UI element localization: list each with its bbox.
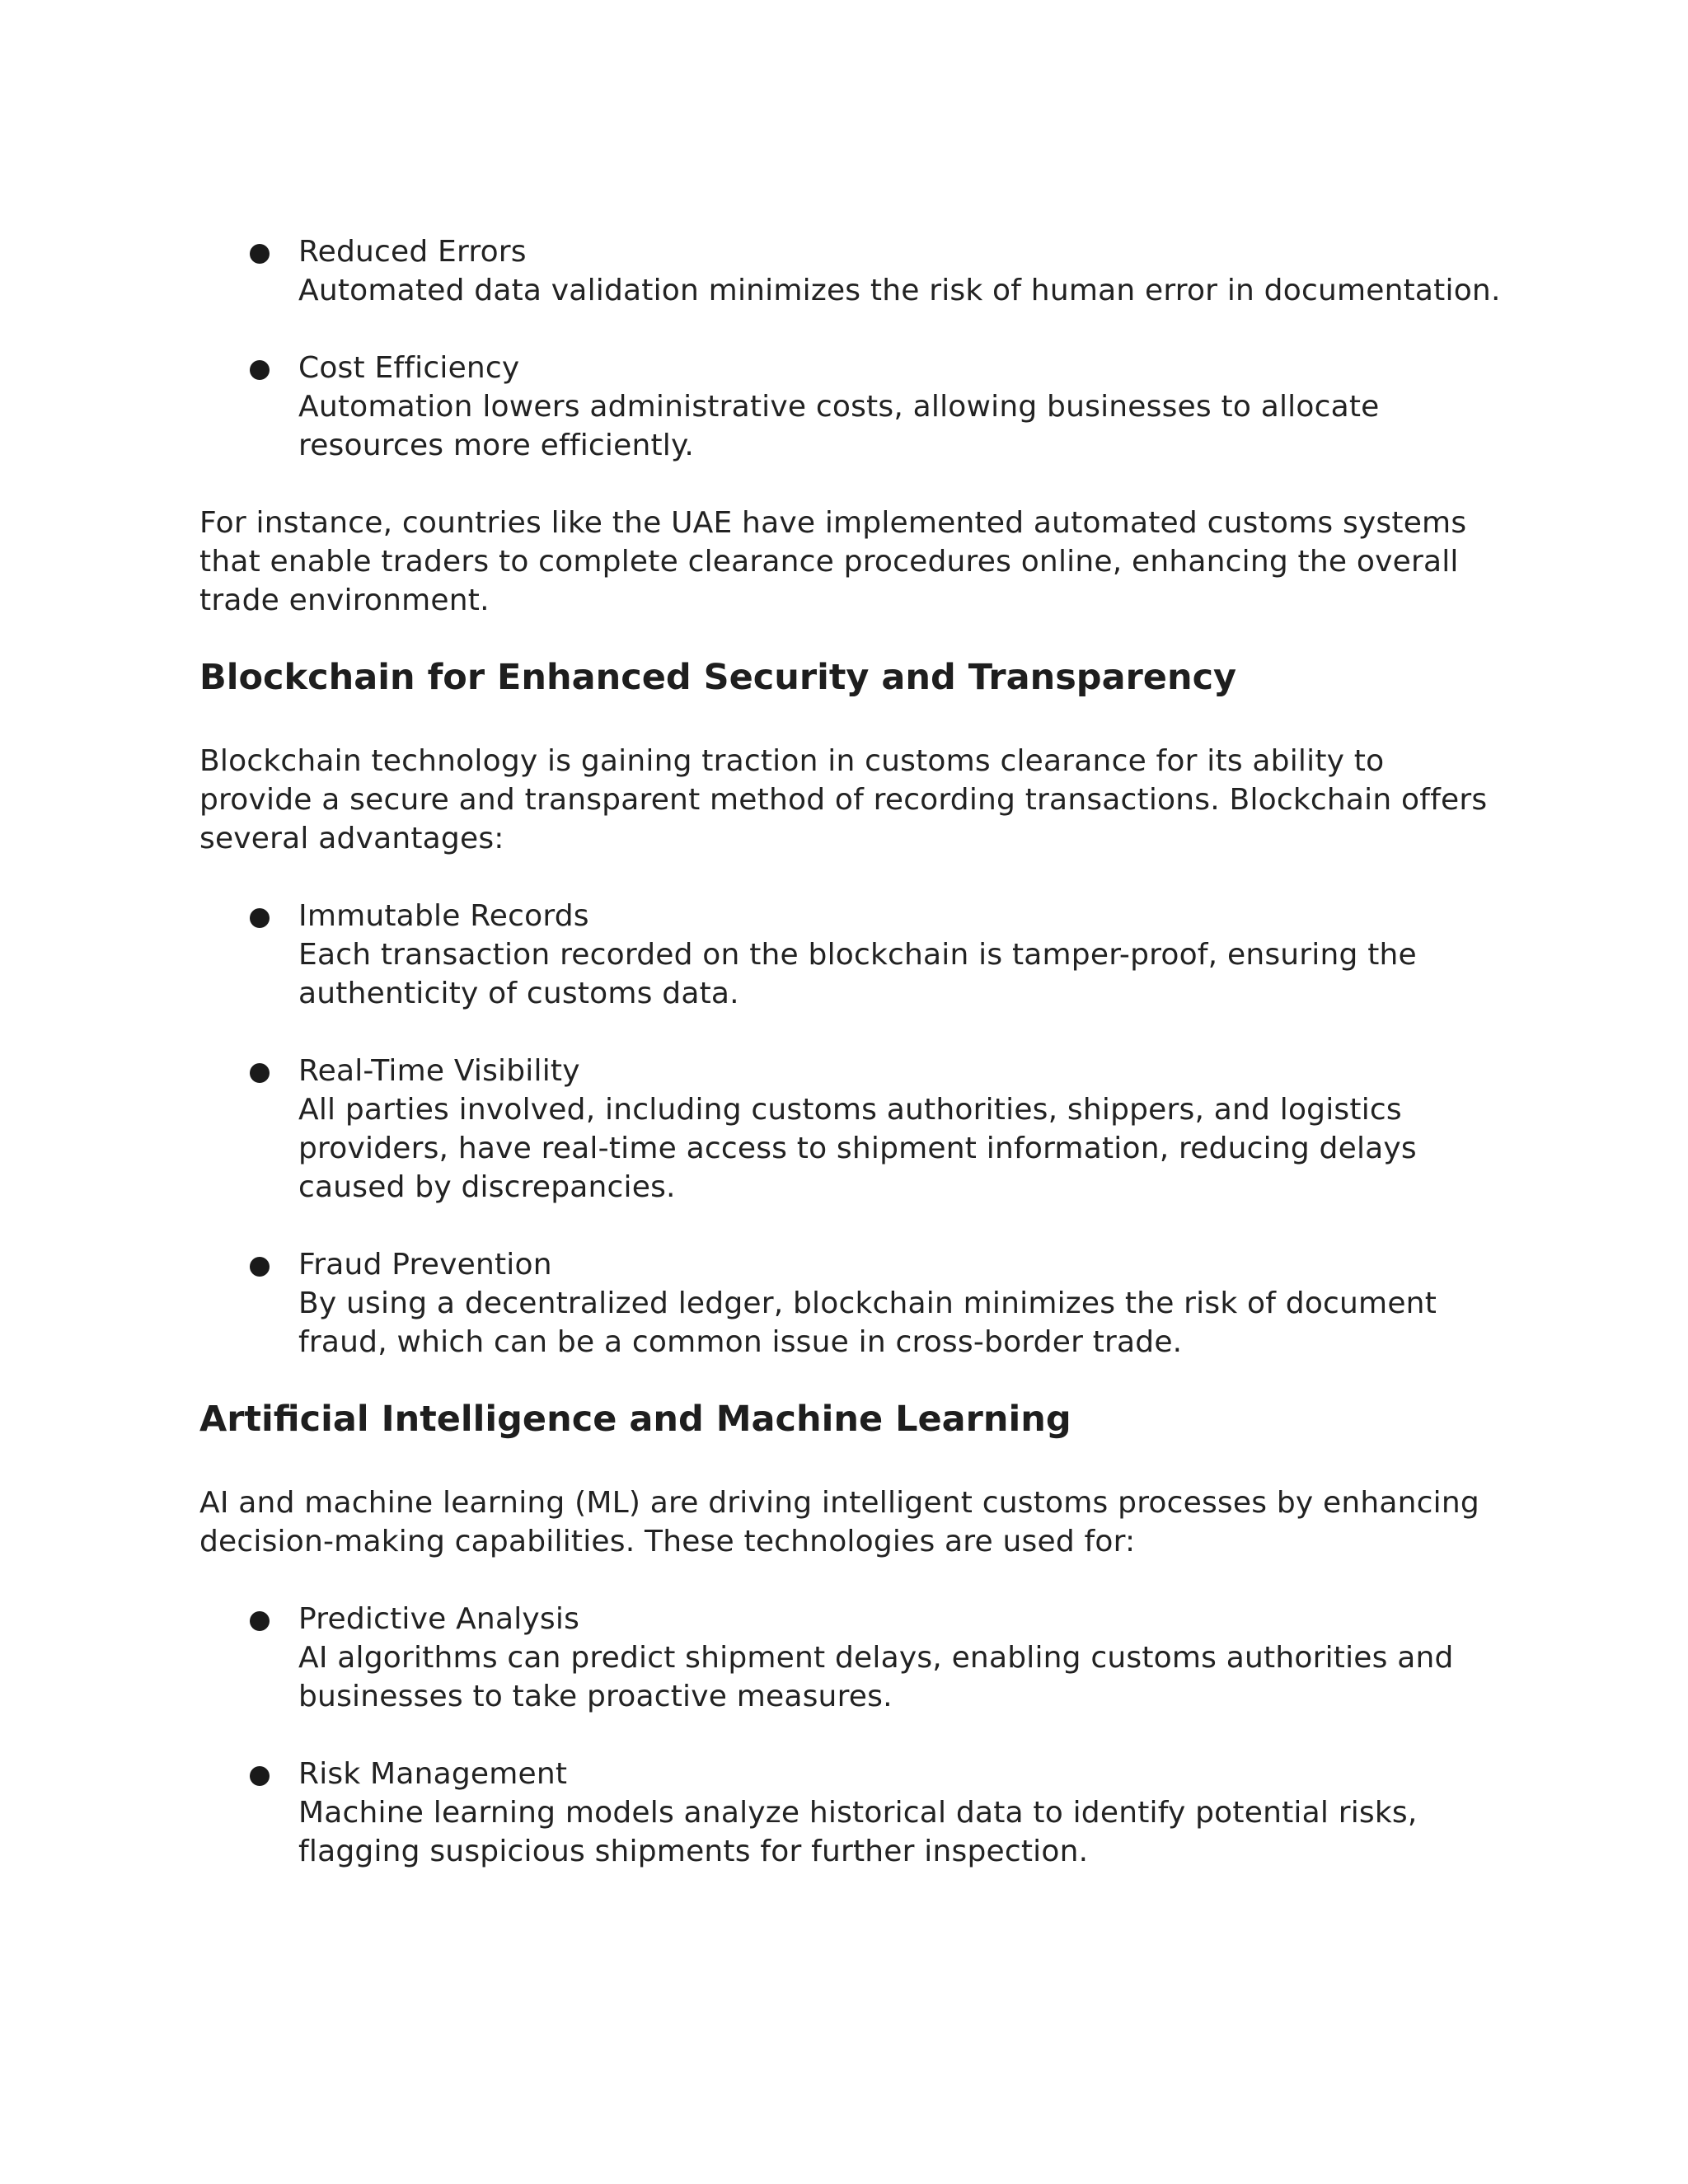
bullet-title: Cost Efficiency (298, 351, 520, 385)
bullet-description: Automated data validation minimizes the risk of human error in documentation. (298, 274, 1501, 307)
bullet-title: Fraud Prevention (298, 1248, 552, 1282)
bullet-description: Each transaction recorded on the blockchain is tamper-proof, ensuring the authenticity of customs data. (298, 938, 1417, 1010)
list-item (199, 349, 1502, 465)
ai-bullet-list (199, 1600, 1502, 1871)
bullet-description: By using a decentralized ledger, blockchain minimizes the risk of document fraud, which can be a common issue in cross-border trade. (298, 1286, 1437, 1359)
list-item (199, 232, 1502, 310)
blockchain-paragraph: Blockchain technology is gaining traction in customs clearance for its ability to provide a secure and transparent method of recording transactions. Blockchain offers several advantages: (199, 744, 1488, 855)
bullet-title: Predictive Analysis (298, 1602, 580, 1636)
ai-paragraph: AI and machine learning (ML) are driving intelligent customs processes by enhancing decision-making capabilities. These technologies are used for: (199, 1486, 1479, 1558)
list-item (199, 1052, 1502, 1207)
blockchain-bullet-list (199, 897, 1502, 1361)
bullet-description: AI algorithms can predict shipment delays, enabling customs authorities and businesses to take proactive measures. (298, 1641, 1454, 1713)
bullet-icon (250, 1257, 270, 1277)
bullet-icon (250, 1063, 270, 1083)
section-heading-blockchain: Blockchain for Enhanced Security and Transparency (199, 657, 1237, 698)
bullet-description: Machine learning models analyze historical data to identify potential risks, flagging suspicious shipments for further inspection. (298, 1796, 1418, 1868)
intro-paragraph: For instance, countries like the UAE have implemented automated customs systems that enable traders to complete clearance procedures online, enhancing the overall trade environment. (199, 506, 1467, 617)
bullet-icon (250, 1766, 270, 1786)
bullet-title: Immutable Records (298, 899, 589, 933)
bullet-description: Automation lowers administrative costs, allowing businesses to allocate resources more efficiently. (298, 390, 1380, 462)
document-page (199, 232, 1502, 1871)
list-item (199, 1245, 1502, 1361)
bullet-description: All parties involved, including customs authorities, shippers, and logistics providers, have real-time access to shipment information, reducing delays caused by discrepancies. (298, 1093, 1417, 1204)
bullet-title: Real-Time Visibility (298, 1054, 580, 1088)
bullet-title: Risk Management (298, 1757, 568, 1791)
bullet-icon (250, 908, 270, 928)
bullet-icon (250, 1611, 270, 1631)
section-heading-ai: Artificial Intelligence and Machine Learning (199, 1399, 1071, 1440)
bullet-icon (250, 360, 270, 380)
list-item (199, 897, 1502, 1013)
list-item (199, 1600, 1502, 1716)
bullet-icon (250, 244, 270, 264)
bullet-title: Reduced Errors (298, 235, 527, 269)
top-bullet-list (199, 232, 1502, 465)
list-item (199, 1755, 1502, 1871)
